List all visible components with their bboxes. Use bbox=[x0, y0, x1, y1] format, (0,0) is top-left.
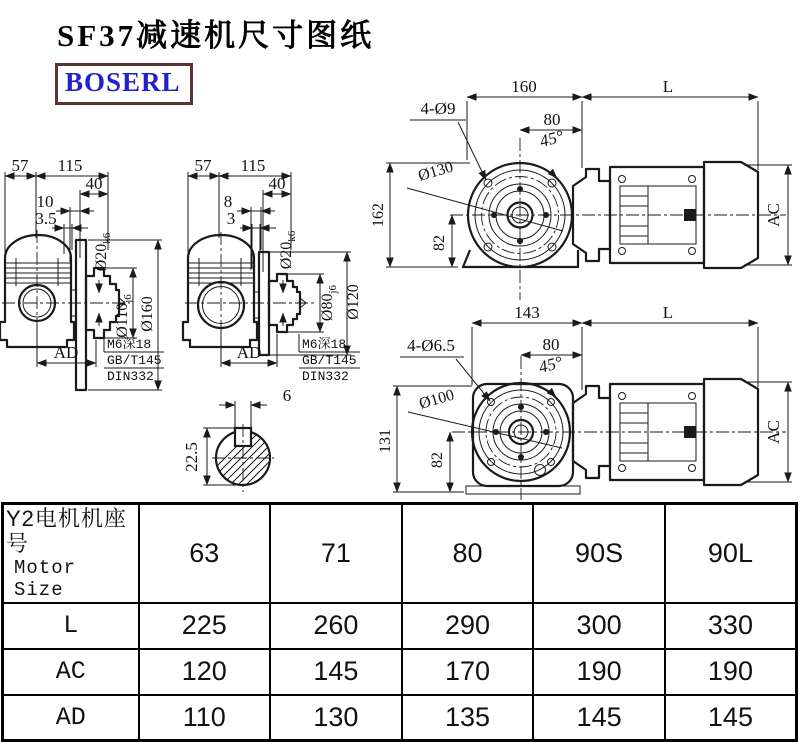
dim-57: 57 bbox=[194, 156, 212, 175]
view-bottom-dimensions bbox=[377, 303, 792, 492]
dim-57: 57 bbox=[11, 156, 29, 175]
dim-hub-sub: j6 bbox=[327, 284, 339, 294]
dim-80: 80 bbox=[542, 335, 560, 354]
note-std2: DIN332 bbox=[302, 369, 349, 384]
note-std2: DIN332 bbox=[107, 369, 154, 384]
dim-hub-diameter bbox=[114, 294, 134, 338]
page-title: SF37减速机尺寸图纸 bbox=[57, 18, 375, 53]
dim-8: 8 bbox=[223, 192, 233, 211]
col-header-90s: 90S bbox=[533, 504, 665, 603]
col-header-71: 71 bbox=[270, 504, 402, 603]
dim-key-width: 6 bbox=[282, 386, 292, 405]
dim-82: 82 bbox=[431, 235, 448, 251]
col-header-90l: 90L bbox=[665, 504, 797, 603]
shaft-key-section bbox=[182, 386, 327, 498]
cell-AD-80: 135 bbox=[402, 695, 534, 741]
table-header-row bbox=[3, 504, 797, 603]
cell-AC-63: 120 bbox=[139, 649, 271, 695]
dim-bolt-circle: Ø130 bbox=[416, 158, 456, 185]
header-zh: Y2电机机座号 bbox=[6, 506, 127, 557]
motor-size-table bbox=[1, 502, 798, 742]
dim-AC: AC bbox=[764, 420, 783, 444]
drawing2-side-view bbox=[183, 156, 362, 384]
dim-shaft-main: Ø20 bbox=[93, 243, 110, 272]
cell-L-80: 290 bbox=[402, 603, 534, 649]
view-top-dimensions bbox=[370, 77, 792, 267]
col-header-80: 80 bbox=[402, 504, 534, 603]
cell-AD-71: 130 bbox=[270, 695, 402, 741]
dim-AC: AC bbox=[764, 203, 783, 227]
cell-L-90l: 330 bbox=[665, 603, 797, 649]
view-top-assembly bbox=[370, 77, 792, 300]
dim-shaft-sub: k6 bbox=[101, 232, 113, 244]
table-row-AC bbox=[3, 649, 797, 695]
dim-143: 143 bbox=[514, 303, 540, 322]
drawing2-housing bbox=[183, 232, 315, 360]
note-tap: M6深18 bbox=[107, 337, 152, 352]
cell-AD-90l: 145 bbox=[665, 695, 797, 741]
dim-40: 40 bbox=[268, 174, 286, 193]
boserl-logo-text: BOSERL bbox=[65, 67, 181, 97]
table-row-L bbox=[3, 603, 797, 649]
dim-ad: AD bbox=[236, 343, 262, 362]
cell-AC-80: 170 bbox=[402, 649, 534, 695]
header-en: Motor Size bbox=[14, 556, 77, 601]
dim-shaft-diameter bbox=[93, 232, 113, 271]
drawing2-dimensions bbox=[188, 156, 362, 384]
shaft-hatching bbox=[185, 428, 327, 498]
dim-45deg: 45° bbox=[537, 126, 566, 151]
col-header-63: 63 bbox=[139, 504, 271, 603]
row-label-AD: AD bbox=[3, 695, 139, 741]
dim-45deg: 45° bbox=[536, 352, 565, 377]
cell-AD-90s: 145 bbox=[533, 695, 665, 741]
dim-flange-diameter: Ø120 bbox=[345, 284, 362, 320]
dim-key-height: 22.5 bbox=[182, 442, 201, 472]
cell-AD-63: 110 bbox=[139, 695, 271, 741]
row-label-AC: AC bbox=[3, 649, 139, 695]
dim-80: 80 bbox=[543, 110, 561, 129]
dim-shaft-sub: k6 bbox=[286, 230, 298, 242]
note-tap: M6深18 bbox=[302, 337, 347, 352]
dim-hub-diameter bbox=[319, 284, 339, 321]
cell-AC-90s: 190 bbox=[533, 649, 665, 695]
dim-3: 3 bbox=[226, 209, 236, 228]
dim-3-5: 3.5 bbox=[35, 209, 57, 228]
cell-L-63: 225 bbox=[139, 603, 271, 649]
dim-hub-main: Ø80 bbox=[319, 293, 336, 322]
cell-L-71: 260 bbox=[270, 603, 402, 649]
dim-bolt-circle: Ø100 bbox=[417, 386, 457, 413]
row-label-L: L bbox=[3, 603, 139, 649]
table-row-AD bbox=[3, 695, 797, 741]
cell-AC-71: 145 bbox=[270, 649, 402, 695]
dim-shaft-main: Ø20 bbox=[278, 241, 295, 270]
dim-162: 162 bbox=[370, 203, 387, 227]
dim-flange-diameter: Ø160 bbox=[139, 296, 156, 332]
dim-bolt-holes: 4-Ø9 bbox=[420, 99, 456, 118]
dim-shaft-diameter bbox=[278, 230, 298, 269]
dim-160: 160 bbox=[511, 77, 537, 96]
dim-L: L bbox=[662, 303, 674, 322]
dim-bolt-holes: 4-Ø6.5 bbox=[407, 336, 455, 355]
drawing1-side-view bbox=[0, 156, 164, 390]
dim-hub-sub: j6 bbox=[122, 294, 134, 303]
dim-ad: AD bbox=[53, 343, 79, 362]
dim-82: 82 bbox=[429, 452, 446, 468]
dim-115: 115 bbox=[57, 156, 83, 175]
dim-115: 115 bbox=[240, 156, 266, 175]
cell-L-90s: 300 bbox=[533, 603, 665, 649]
dim-L: L bbox=[662, 77, 674, 96]
note-std1: GB/T145 bbox=[302, 353, 357, 368]
dim-40: 40 bbox=[85, 174, 103, 193]
dim-hub-main: Ø110 bbox=[114, 302, 131, 338]
dim-131: 131 bbox=[377, 429, 394, 453]
table-header-motor-size bbox=[3, 504, 139, 603]
note-std1: GB/T145 bbox=[107, 353, 162, 368]
view-bottom-assembly bbox=[377, 303, 792, 500]
dim-10: 10 bbox=[36, 192, 54, 211]
cell-AC-90l: 190 bbox=[665, 649, 797, 695]
